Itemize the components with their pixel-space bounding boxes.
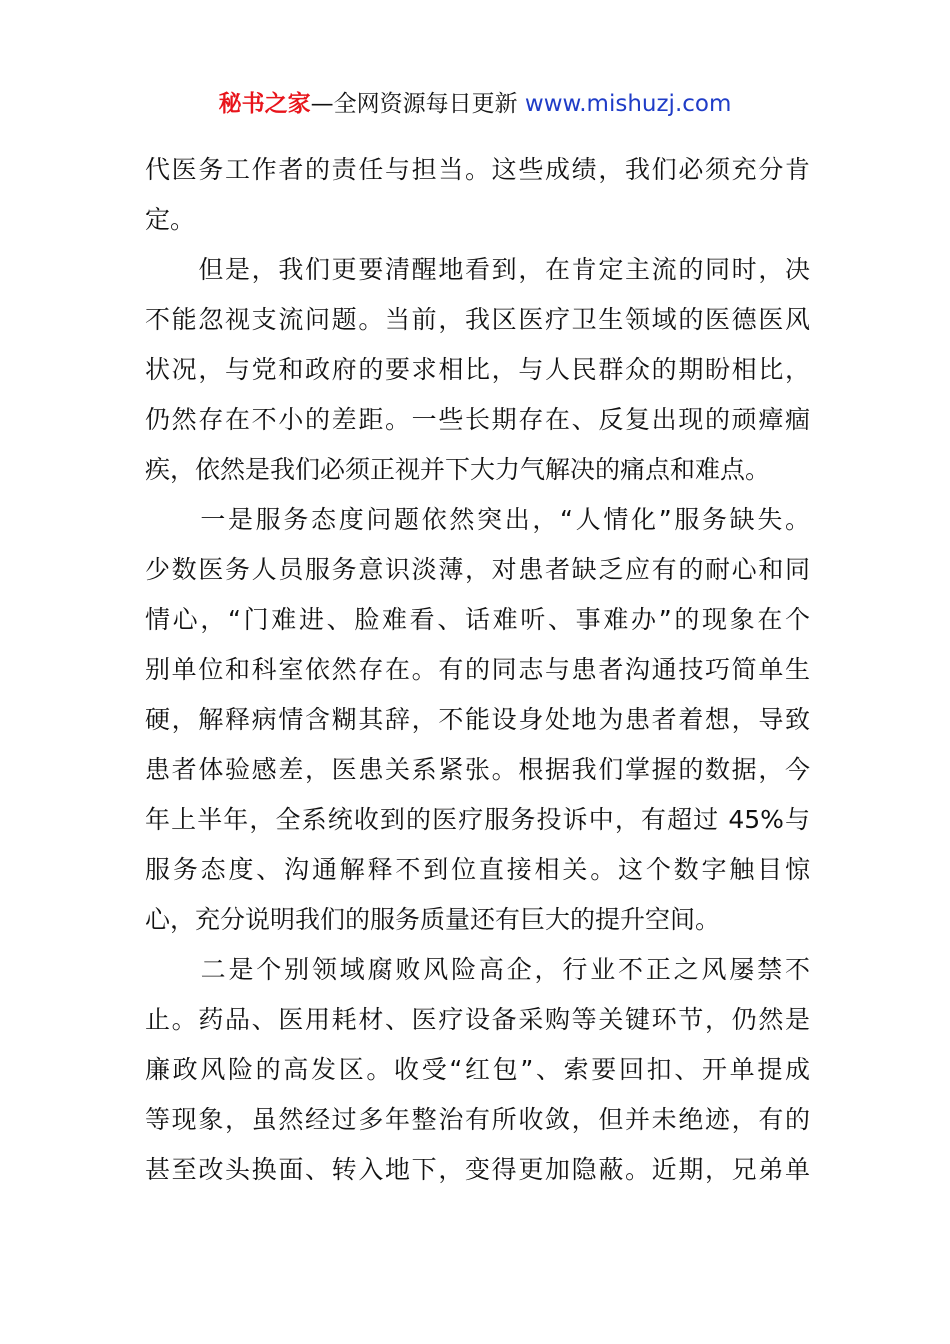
text-line: 状况，与党和政府的要求相比，与人民群众的期盼相比， [145, 355, 810, 384]
text-line: 二是个别领域腐败风险高企，行业不正之风屡禁不 [145, 955, 810, 984]
text-line: 廉政风险的高发区。收受“红包”、索要回扣、开单提成 [145, 1055, 810, 1084]
text-line: 甚至改头换面、转入地下，变得更加隐蔽。近期，兄弟单 [145, 1155, 810, 1184]
text-line: 不能忽视支流问题。当前，我区医疗卫生领域的医德医风 [145, 305, 810, 334]
text-line: 年上半年，全系统收到的医疗服务投诉中，有超过 45%与 [145, 805, 810, 834]
site-slogan: —全网资源每日更新 [310, 91, 525, 117]
text-line: 别单位和科室依然存在。有的同志与患者沟通技巧简单生 [145, 655, 810, 684]
text-line: 等现象，虽然经过多年整治有所收敛，但并未绝迹，有的 [145, 1105, 810, 1134]
text-line: 患者体验感差，医患关系紧张。根据我们掌握的数据，今 [145, 755, 810, 784]
text-line: 疾，依然是我们必须正视并下大力气解决的痛点和难点。 [145, 455, 771, 484]
text-line: 心，充分说明我们的服务质量还有巨大的提升空间。 [145, 905, 721, 934]
text-line: 代医务工作者的责任与担当。这些成绩，我们必须充分肯 [145, 155, 810, 184]
site-url-link[interactable]: www.mishuzj.com [524, 91, 732, 117]
document-body [145, 145, 810, 1195]
site-brand: 秘书之家 [218, 91, 311, 117]
text-line: 服务态度、沟通解释不到位直接相关。这个数字触目惊 [145, 855, 810, 884]
text-line: 少数医务人员服务意识淡薄，对患者缺乏应有的耐心和同 [145, 555, 810, 584]
text-line: 止。药品、医用耗材、医疗设备采购等关键环节，仍然是 [145, 1005, 810, 1034]
text-line: 但是，我们更要清醒地看到，在肯定主流的同时，决 [145, 255, 810, 284]
text-line: 定。 [145, 205, 196, 234]
text-line: 情心，“门难进、脸难看、话难听、事难办”的现象在个 [145, 605, 810, 634]
text-line: 硬，解释病情含糊其辞，不能设身处地为患者着想，导致 [145, 705, 810, 734]
text-line: 一是服务态度问题依然突出，“人情化”服务缺失。 [145, 505, 810, 534]
text-line: 仍然存在不小的差距。一些长期存在、反复出现的顽瘴痼 [145, 405, 810, 434]
document-header [0, 88, 950, 120]
